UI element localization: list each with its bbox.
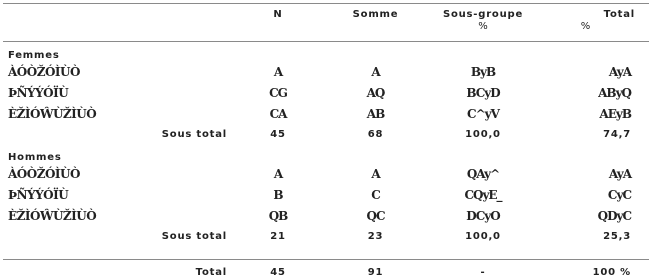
cell-somme: QC [366, 208, 385, 223]
subtotal-row [3, 226, 649, 246]
row-label: ÞÑÝÝÓÏÙ [8, 85, 69, 100]
cell-n: CG [269, 85, 287, 100]
grand-total-n: 45 [270, 267, 286, 278]
cell-total: QDyC [597, 208, 631, 223]
header-row [3, 4, 649, 42]
spacer-row [3, 246, 649, 254]
header-total-unit: % [580, 21, 591, 32]
subtotal-somme: 23 [367, 230, 384, 242]
cell-n: A [273, 166, 283, 181]
cell-somme: AB [366, 106, 385, 121]
header-sous-groupe-unit: % [478, 21, 488, 32]
cell-total: AyA [608, 64, 631, 79]
cell-sous-groupe: ByB [470, 64, 496, 79]
cell-somme: A [371, 64, 380, 79]
header-total [538, 4, 649, 42]
subtotal-row [3, 124, 649, 144]
subtotal-total: 25,3 [603, 230, 631, 242]
cell-total: AEyB [599, 106, 631, 121]
row-label: ÀÓÒŽÓÌÙÒ [8, 166, 80, 181]
table-row [3, 205, 649, 226]
header-sous-groupe-label: Sous-groupe [442, 9, 524, 20]
cell-total: AyA [608, 166, 631, 181]
cell-n: CA [269, 106, 287, 121]
cell-sous-groupe: QAy^ [466, 166, 500, 181]
grand-total-total: 100 % [592, 267, 631, 278]
subtotal-total: 74,7 [603, 128, 631, 140]
cell-somme: C [371, 187, 380, 202]
subtotal-sous-groupe: 100,0 [465, 230, 501, 242]
table-row [3, 61, 649, 82]
subtotal-n: 45 [270, 128, 286, 140]
grand-total-row [3, 254, 649, 279]
cell-sous-groupe: DCyO [466, 208, 500, 223]
cell-somme: AQ [366, 85, 385, 100]
group-name: Hommes [8, 152, 62, 163]
grand-total-label: Total [195, 267, 227, 278]
row-label: ÞÑÝÝÓÏÙ [8, 187, 69, 202]
header-n: N [233, 4, 323, 42]
table-row [3, 103, 649, 124]
cell-sous-groupe: CQyE_ [464, 187, 502, 202]
table-row [3, 82, 649, 103]
cell-somme: A [371, 166, 380, 181]
subtotal-label: Sous total [161, 230, 227, 242]
table-row [3, 184, 649, 205]
grand-total-sous-groupe: - [480, 267, 486, 278]
header-total-label: Total [603, 9, 635, 20]
cell-total: AByQ [598, 85, 631, 100]
subtotal-n: 21 [270, 230, 286, 242]
row-label: ÈŽÌÓŴÙŽÌÙÒ [8, 208, 97, 223]
group-heading [3, 144, 649, 163]
subtotal-sous-groupe: 100,0 [465, 128, 501, 140]
subtotal-label: Sous total [161, 128, 227, 140]
grand-total-somme: 91 [367, 267, 384, 278]
data-table-frame [3, 3, 649, 278]
header-somme: Somme [323, 4, 428, 42]
cell-n: B [273, 187, 283, 202]
cell-n: A [273, 64, 283, 79]
group-heading [3, 42, 649, 62]
statistics-table [3, 4, 649, 279]
cell-sous-groupe: C^yV [467, 106, 499, 121]
group-name: Femmes [8, 50, 60, 61]
header-sous-groupe [428, 4, 538, 42]
header-blank [3, 4, 233, 42]
cell-n: QB [268, 208, 288, 223]
row-label: ÈŽÌÓŴÙŽÌÙÒ [8, 106, 97, 121]
cell-sous-groupe: BCyD [466, 85, 500, 100]
cell-total: CyC [607, 187, 631, 202]
subtotal-somme: 68 [367, 128, 384, 140]
row-label: ÀÓÒŽÓÌÙÒ [8, 64, 80, 79]
table-row [3, 163, 649, 184]
